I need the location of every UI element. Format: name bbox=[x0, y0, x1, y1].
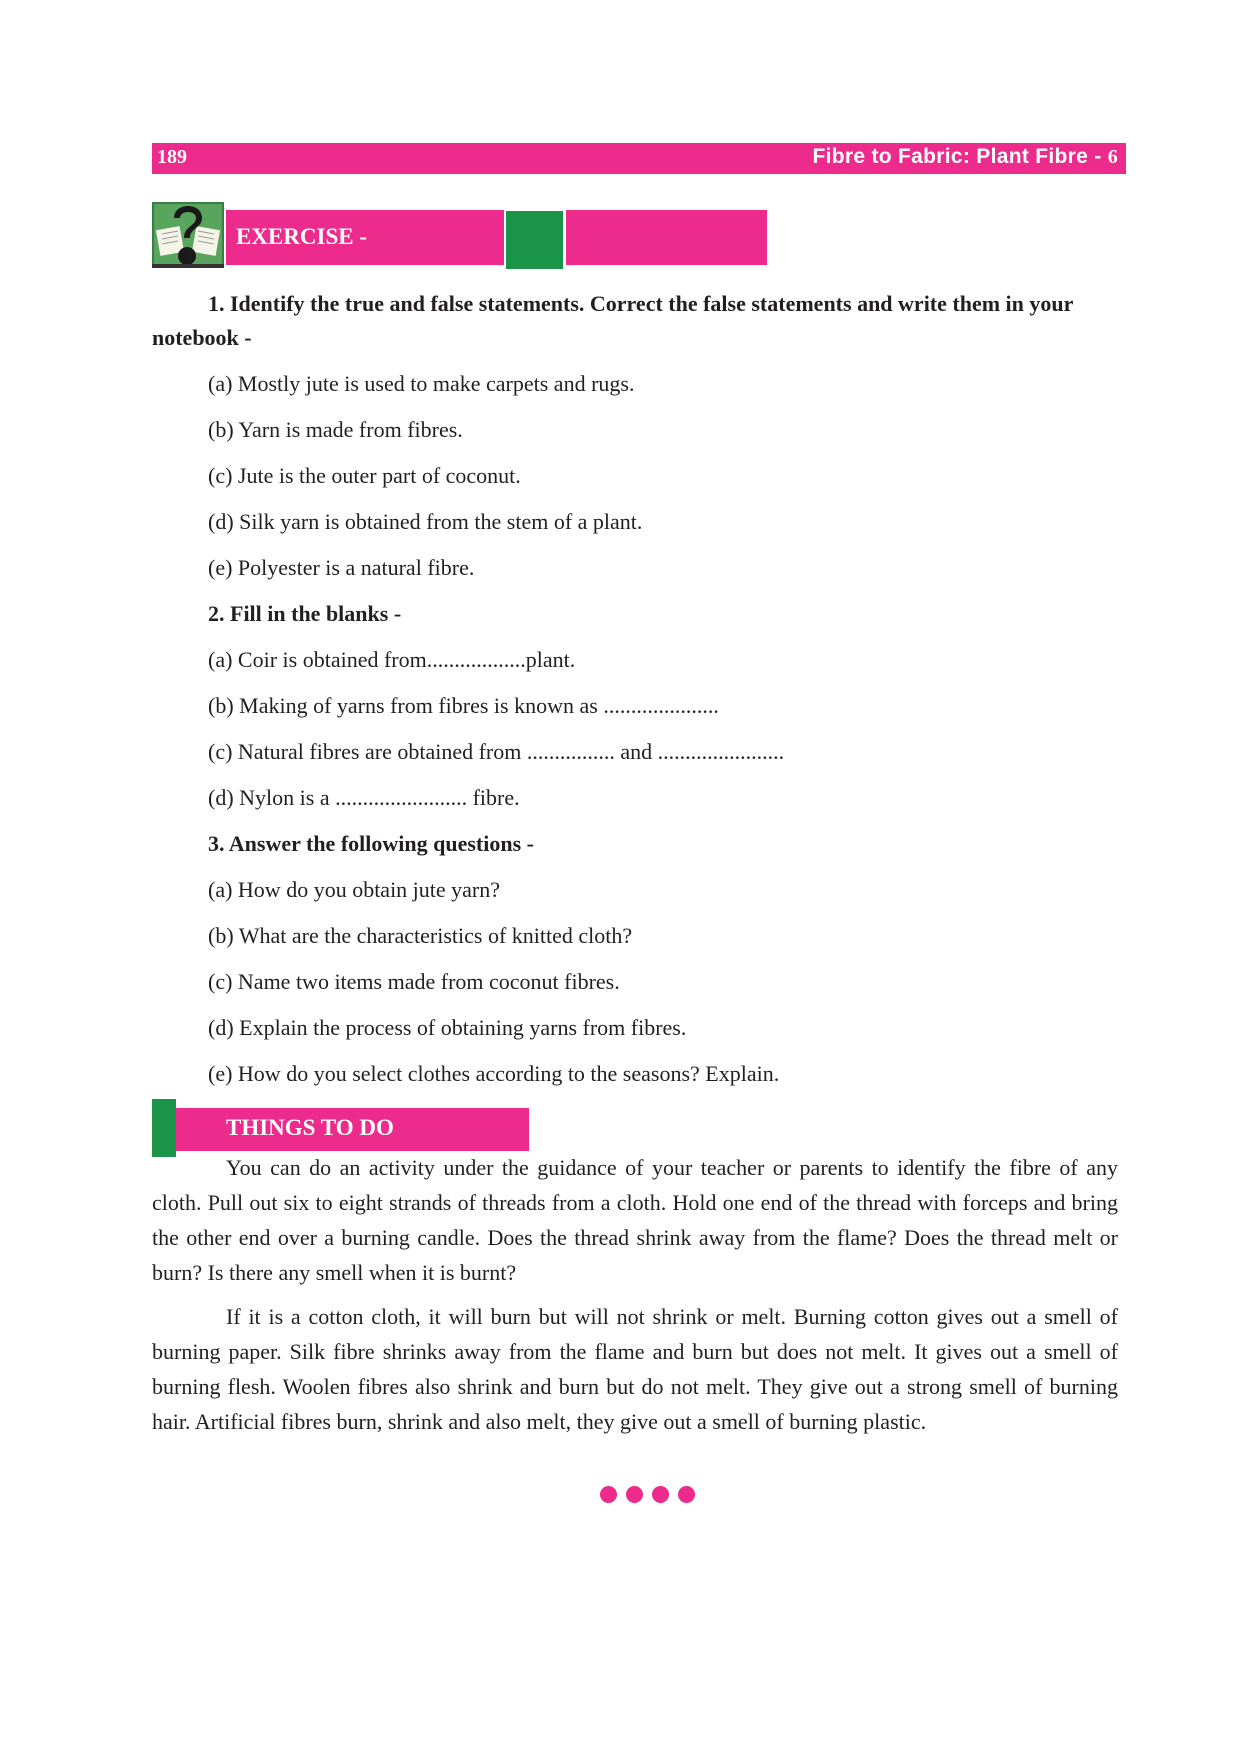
question-mark-reader-icon bbox=[152, 198, 224, 268]
things-to-do-banner bbox=[176, 1108, 529, 1151]
exercise-banner bbox=[226, 210, 504, 265]
dot bbox=[600, 1486, 617, 1503]
dot bbox=[652, 1486, 669, 1503]
q1-item-e: (e) Polyester is a natural fibre. bbox=[208, 555, 475, 580]
q1-item-d: (d) Silk yarn is obtained from the stem of a plant. bbox=[208, 509, 643, 534]
q2-item-d: (d) Nylon is a ........................ fibre. bbox=[208, 785, 520, 810]
page-header bbox=[152, 143, 1126, 174]
q3-item-b: (b) What are the characteristics of knitted cloth? bbox=[208, 923, 633, 948]
q3-item-d: (d) Explain the process of obtaining yarns from fibres. bbox=[208, 1015, 687, 1040]
activity-paragraph-2: If it is a cotton cloth, it will burn but will not shrink or melt. Burning cotton gives out a smell of burning paper. Silk fibre shrinks away from the flame and burn but does not melt. It gives out a smell of burning flesh. Woolen fibres also shrink and burn but do not melt. They give out a strong smell of burning hair. Artificial fibres burn, shrink and also melt, they give out a smell of burning plastic. bbox=[152, 1304, 1118, 1434]
page-number: 189 bbox=[157, 146, 187, 168]
class-number: 6 bbox=[1107, 146, 1118, 168]
question-1-heading-cont: notebook - bbox=[152, 325, 252, 350]
chapter-title bbox=[813, 145, 1118, 169]
exercise-banner-green-block bbox=[506, 211, 563, 269]
q3-item-c: (c) Name two items made from coconut fibres. bbox=[208, 969, 620, 994]
q3-item-e: (e) How do you select clothes according to the seasons? Explain. bbox=[208, 1061, 780, 1086]
q3-item-a: (a) How do you obtain jute yarn? bbox=[208, 877, 501, 902]
exercise-label: EXERCISE - bbox=[236, 224, 368, 249]
q1-item-b: (b) Yarn is made from fibres. bbox=[208, 417, 463, 442]
dot bbox=[626, 1486, 643, 1503]
chapter-title-separator: - bbox=[1088, 145, 1108, 168]
exercise-banner-pink-block bbox=[566, 210, 767, 265]
q1-item-a: (a) Mostly jute is used to make carpets and rugs. bbox=[208, 371, 635, 396]
question-3-heading: 3. Answer the following questions - bbox=[208, 831, 534, 856]
q2-item-b: (b) Making of yarns from fibres is known as ..................... bbox=[208, 693, 719, 718]
q2-item-c: (c) Natural fibres are obtained from ................ and ....................... bbox=[208, 739, 785, 764]
q1-item-c: (c) Jute is the outer part of coconut. bbox=[208, 463, 521, 488]
end-marker-dots bbox=[600, 1486, 704, 1506]
things-to-do-green-block bbox=[152, 1099, 176, 1157]
q2-item-a: (a) Coir is obtained from..................plant. bbox=[208, 647, 576, 672]
question-2-heading: 2. Fill in the blanks - bbox=[208, 601, 402, 626]
things-to-do-label: THINGS TO DO bbox=[226, 1115, 394, 1140]
question-1-heading: 1. Identify the true and false statements. Correct the false statements and write them in your bbox=[208, 291, 1074, 316]
dot bbox=[678, 1486, 695, 1503]
activity-paragraph-1: You can do an activity under the guidance of your teacher or parents to identify the fibre of any cloth. Pull out six to eight strands of threads from a cloth. Hold one end of the thread with forceps and bring the other end over a burning candle. Does the thread shrink away from the flame? Does the thread melt or burn? Is there any smell when it is burnt? bbox=[152, 1155, 1118, 1285]
chapter-title-text: Fibre to Fabric: Plant Fibre bbox=[812, 145, 1089, 168]
